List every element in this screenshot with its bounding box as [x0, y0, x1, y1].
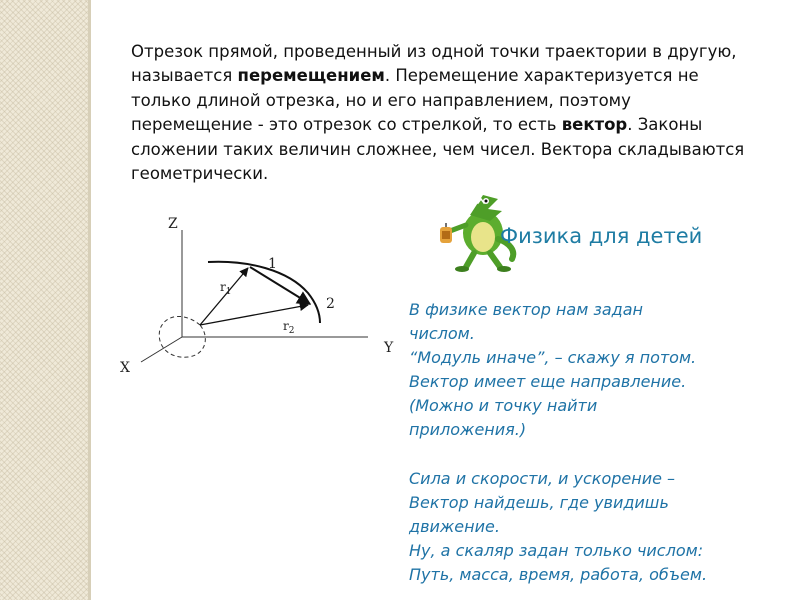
poem-line: приложения.) [409, 420, 527, 440]
poem-line: Вектор найдешь, где увидишь [409, 492, 669, 512]
point-2-label: 2 [326, 296, 335, 312]
poem-line: В физике вектор нам задан [409, 300, 643, 319]
poem-stanza-gap [409, 443, 794, 467]
poem-line: (Можно и точку найти [409, 396, 598, 416]
poem-line: движение. [409, 516, 500, 536]
poem-block [409, 298, 794, 587]
text-part-3: . Законы сложении таких величин сложнее, чем чисел. Вектора складываются геометрически. [131, 115, 745, 184]
poem-line: числом. [409, 324, 475, 344]
axis-x-label: X [120, 360, 130, 376]
poem-line: Ну, а скаляр задан только числом: [409, 540, 704, 560]
main-paragraph [131, 40, 756, 186]
decorative-side-strip [0, 0, 88, 600]
poem-line: Путь, масса, время, работа, объем. [409, 565, 708, 585]
axis-z-label: Z [168, 216, 178, 232]
poem-line: Сила и скорости, и ускорение – [409, 468, 676, 488]
x-axis [141, 337, 182, 362]
radius-vector-r2 [200, 305, 308, 325]
term-vector: вектор [561, 115, 628, 135]
term-displacement: перемещением [237, 66, 385, 86]
axis-y-label: Y [384, 340, 394, 356]
text-part-1: Отрезок прямой, проведенный из одной точки траектории в другую, называется [131, 42, 737, 86]
strip-divider [88, 0, 91, 600]
r1-label: $r_1$ [220, 280, 232, 297]
text-part-2: . Перемещение характеризуется не только длиной отрезка, но и его направлением, поэтому перемещение - это отрезок со стрелкой, то есть [131, 66, 699, 135]
point-1-label: 1 [268, 256, 277, 272]
r2-label: $r_2$ [283, 319, 295, 336]
radius-vector-r1 [200, 268, 248, 325]
logo-title: Физика для детей [500, 224, 703, 248]
poem-line: “Модуль иначе”, – скажу я потом. [409, 348, 697, 368]
displacement-diagram [108, 205, 408, 380]
poem-line: Вектор имеет еще направление. [409, 372, 687, 392]
